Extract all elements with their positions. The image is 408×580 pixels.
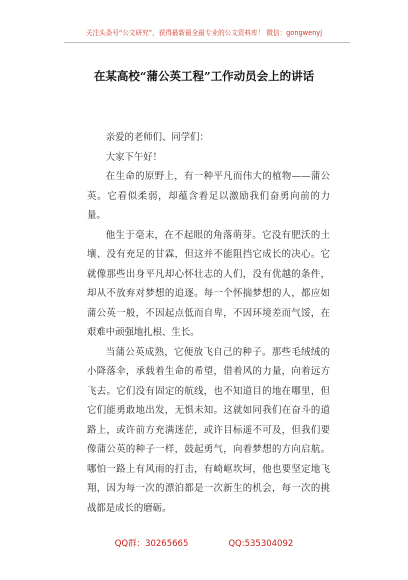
salutation: 亲爱的老师们、同学们：	[105, 132, 209, 143]
footer-qq-number: QQ:535304092	[228, 539, 294, 549]
document-title: 在某高校“蒲公英工程”工作动员会上的讲话	[93, 69, 315, 83]
header-divider	[64, 42, 350, 43]
footer-qq-group: QQ群：30265665	[114, 539, 189, 549]
paragraph-3: 当蒲公英成熟，它便放飞自己的种子。那些毛绒绒的小降落伞，承载着生命的希望，借着风的力量，向着远方飞去。它们没有固定的航线，也不知道目的地在哪里，但它们能勇敢地出发，无惧未知。这就如同我们在奋斗的道路上，或许前方充满迷茫，或许目标遥不可及，但我们要像蒲公英的种子一样，鼓起勇气，向着梦想的方向启航。哪怕一路上有风雨的打击，有崎岖坎坷，他也要坚定地飞翔，因为每一次的漂泊都是一次新生的机会，每一次的挑战都是成长的磨砺。	[87, 346, 330, 514]
header-note: 关注头条号“公文研究”，获得最新最全最专业的公文资料库！ 微信：gongwenyj	[85, 29, 323, 37]
greeting: 大家下午好！	[105, 151, 163, 163]
paragraph-1: 在生命的原野上，有一种平凡而伟大的植物——蒲公英。它看似柔弱，却蕴含着足以激励我们奋勇向前的力量。	[87, 171, 330, 221]
document-body	[87, 128, 330, 518]
footer	[0, 537, 408, 549]
paragraph-2: 他生于毫末，在不起眼的角落萌芽。它没有肥沃的土壤、没有充足的甘霖，但这并不能阻挡它成长的决心。它就像那些出身平凡却心怀壮志的人们，没有优越的条件，却从不放弃对梦想的追逐。每一个怀揣梦想的人，都应如蒲公英一般，不因起点低而自卑，不因环境差而气馁，在艰难中顽强地扎根、生长。	[87, 229, 330, 338]
